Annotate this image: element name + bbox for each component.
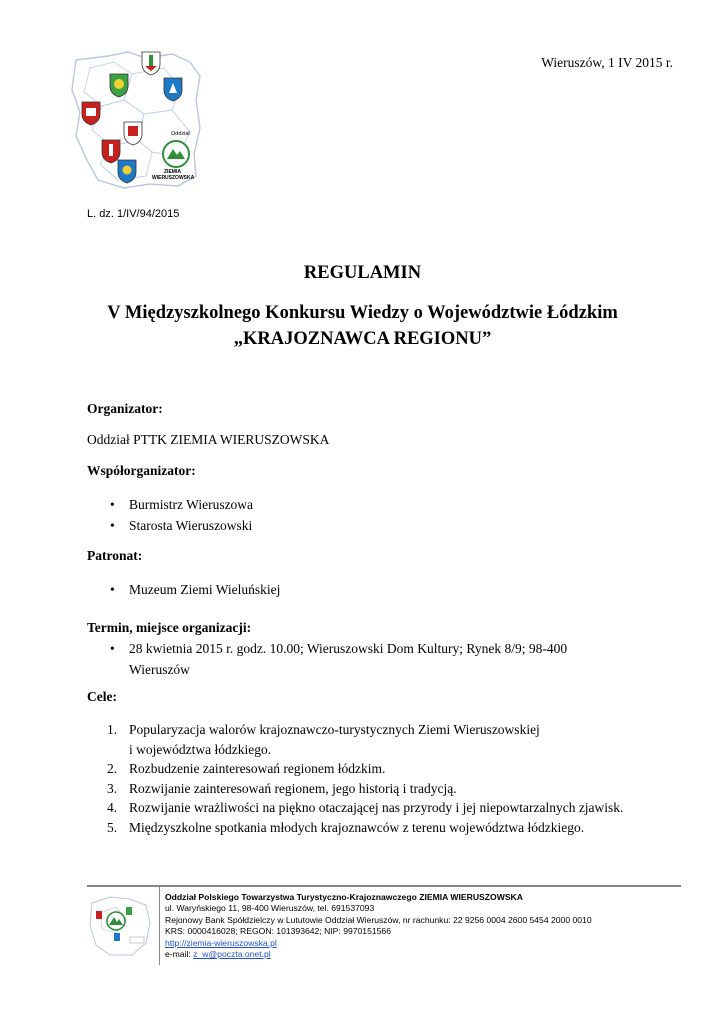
term-list bbox=[87, 638, 567, 680]
footer-contact bbox=[165, 892, 592, 960]
document-date: Wieruszów, 1 IV 2015 r. bbox=[541, 55, 673, 70]
goal-number: 1. bbox=[107, 722, 118, 737]
goal-number: 4. bbox=[107, 800, 118, 816]
goals-list bbox=[87, 720, 623, 838]
patronage-1: Muzeum Ziemi Wieluńskiej bbox=[129, 582, 281, 597]
footer-ids: KRS: 0000416028; REGON: 101393642; NIP: 9970151566 bbox=[165, 926, 391, 937]
footer-address: ul. Waryńskiego 11, 98-400 Wieruszów, tel. 691537093 bbox=[165, 903, 375, 914]
logo-caption-name-2: WIERUSZOWSKA bbox=[152, 175, 195, 181]
pttk-emblem bbox=[163, 141, 189, 167]
bullet: • bbox=[110, 497, 115, 512]
coorganizer-list bbox=[87, 494, 253, 536]
list-item bbox=[87, 638, 567, 680]
list-item bbox=[87, 515, 253, 536]
goal-4: Rozwijanie wrażliwości na piękno otaczającej nas przyrody i jej niepowtarzalnych zjawisk. bbox=[129, 800, 624, 816]
list-item bbox=[87, 818, 623, 838]
footer-map-icon bbox=[86, 893, 154, 959]
document-title bbox=[0, 260, 725, 352]
document-reference-number: L. dz. 1/IV/94/2015 bbox=[87, 208, 180, 220]
goal-3: Rozwijanie zainteresowań regionem, jego historią i tradycją. bbox=[129, 780, 457, 796]
goal-5: Międzyszkolne spotkania młodych krajoznawców z terenu województwa łódzkiego. bbox=[129, 819, 585, 835]
goal-1-line-2: i województwa łódzkiego. bbox=[129, 741, 272, 757]
coorganizer-heading: Współorganizator: bbox=[87, 463, 196, 478]
list-item bbox=[87, 798, 623, 818]
goal-number: 5. bbox=[107, 819, 118, 835]
goal-1-line-1: Popularyzacja walorów krajoznawczo-turystycznych Ziemi Wieruszowskiej bbox=[129, 722, 540, 737]
footer-divider bbox=[87, 885, 681, 887]
organizer-name: Oddział PTTK ZIEMIA WIERUSZOWSKA bbox=[87, 432, 330, 447]
title-line-2: V Międzyszkolnego Konkursu Wiedzy o Województwie Łódzkim bbox=[107, 303, 618, 323]
list-item bbox=[87, 579, 280, 600]
coat-of-arms-6 bbox=[102, 140, 120, 163]
list-item bbox=[87, 779, 623, 799]
list-item bbox=[87, 759, 623, 779]
footer-email-link[interactable]: z_w@poczta.onet.pl bbox=[193, 949, 271, 960]
logo-caption-name-1: ZIEMIA bbox=[164, 169, 181, 175]
term-line-2: Wieruszów bbox=[129, 662, 190, 677]
bullet: • bbox=[110, 518, 115, 533]
footer-email-label: e-mail: bbox=[165, 949, 194, 960]
goal-number: 3. bbox=[107, 780, 118, 796]
goal-number: 2. bbox=[107, 761, 118, 777]
bullet: • bbox=[110, 582, 115, 597]
logo-caption-small: Oddział bbox=[171, 131, 190, 137]
coorganizer-1: Burmistrz Wieruszowa bbox=[129, 497, 254, 512]
goals-heading: Cele: bbox=[87, 689, 117, 704]
patronage-list bbox=[87, 579, 280, 600]
footer-logo bbox=[86, 893, 154, 959]
region-map-icon bbox=[68, 48, 204, 190]
coat-of-arms-7 bbox=[118, 160, 136, 183]
organizer-heading: Organizator: bbox=[87, 401, 163, 416]
bullet: • bbox=[110, 641, 115, 656]
footer-org-name: Oddział Polskiego Towarzystwa Turystyczno-Krajoznawczego ZIEMIA WIERUSZOWSKA bbox=[165, 892, 523, 902]
coat-of-arms-3 bbox=[164, 78, 182, 101]
coat-of-arms-1 bbox=[142, 52, 160, 75]
coorganizer-2: Starosta Wieruszowski bbox=[129, 518, 253, 533]
goal-2: Rozbudzenie zainteresowań regionem łódzkim. bbox=[129, 761, 386, 777]
region-map-logo bbox=[68, 48, 204, 190]
footer-vertical-divider bbox=[159, 887, 160, 965]
footer-bank: Rejonowy Bank Spółdzielczy w Lututowie Oddział Wieruszów, nr rachunku: 22 9256 0004 2600 5454 2000 0010 bbox=[165, 914, 592, 925]
footer-website-link[interactable]: http://ziemia-wieruszowska.pl bbox=[165, 937, 277, 948]
title-line-1: REGULAMIN bbox=[303, 263, 422, 283]
list-item bbox=[87, 494, 253, 515]
title-line-3: „KRAJOZNAWCA REGIONU” bbox=[233, 329, 492, 349]
coat-of-arms-2 bbox=[110, 74, 128, 97]
term-line-1: 28 kwietnia 2015 r. godz. 10.00; Wieruszowski Dom Kultury; Rynek 8/9; 98-400 bbox=[129, 641, 568, 656]
patronage-heading: Patronat: bbox=[87, 548, 143, 563]
term-heading: Termin, miejsce organizacji: bbox=[87, 620, 252, 635]
list-item bbox=[87, 720, 623, 759]
coat-of-arms-4 bbox=[82, 102, 100, 125]
coat-of-arms-5 bbox=[124, 122, 142, 145]
